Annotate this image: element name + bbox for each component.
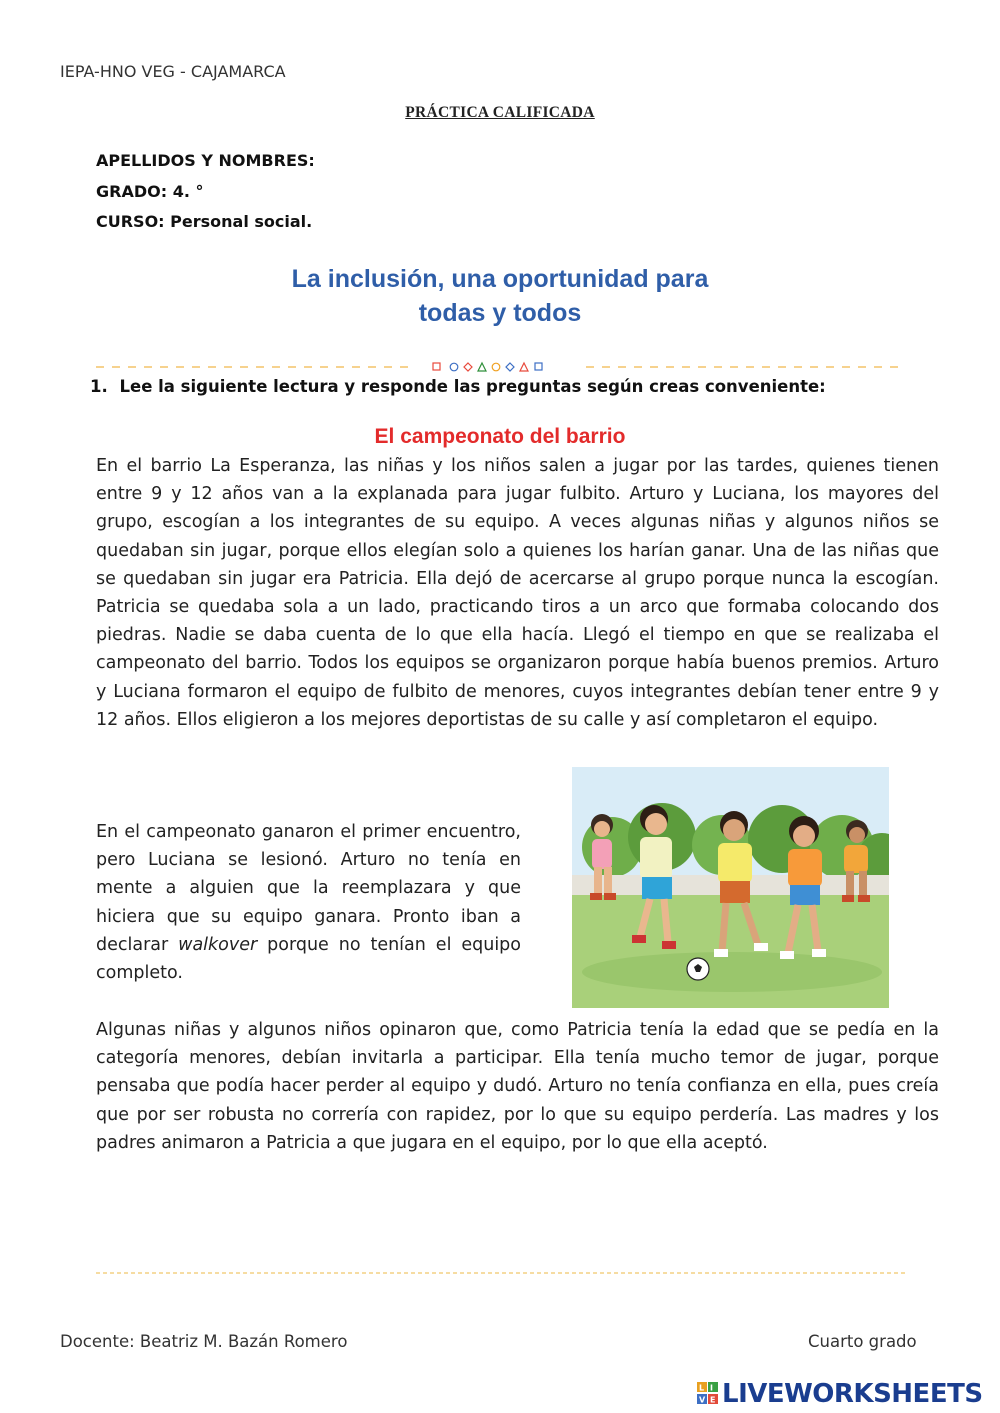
story-paragraph-2 <box>96 818 521 987</box>
decorative-divider <box>96 360 906 374</box>
school-name: IEPA-HNO VEG - CAJAMARCA <box>60 62 286 81</box>
logo-letter-v: V <box>699 1395 706 1405</box>
logo-letter-l: L <box>699 1383 705 1393</box>
walkover-term: walkover <box>178 934 258 955</box>
story-title: El campeonato del barrio <box>374 425 626 448</box>
worksheet-title-line1: La inclusión, una oportunidad para <box>291 265 709 293</box>
question-1 <box>90 377 826 396</box>
question-number: 1. <box>90 377 108 396</box>
soccer-ball-icon <box>687 958 709 980</box>
paragraph-2-text-a: En el campeonato ganaron el primer encuentro, pero Luciana se lesionó. Arturo no tenía en mente a alguien que la reemplazara y que hiciera que su equipo ganara. Pronto iban a declarar <box>96 822 521 955</box>
practice-title: PRÁCTICA CALIFICADA <box>405 104 595 121</box>
grade-field-label: GRADO: 4. ° <box>96 182 204 201</box>
children-playing-soccer-illustration <box>572 767 889 1008</box>
logo-letter-e: E <box>710 1395 716 1405</box>
paragraph-2-text-b: porque no tenían el equipo completo. <box>96 934 522 984</box>
story-paragraph-1: En el barrio La Esperanza, las niñas y los niños salen a jugar por las tardes, quienes tienen entre 9 y 12 años van a la explanada para jugar fulbito. Arturo y Luciana, los mayores del grupo, escogían a los integrantes de su equipo. A veces algunas niñas y algunos niños se quedaban sin jugar, porque ellos elegían solo a quienes los harían ganar. Una de las niñas que se quedaban sin jugar era Patricia. Ella dejó de acercarse al grupo porque nunca la escogían. Patricia se quedaba sola a un lado, practicando tiros a un arco que formaba colocando dos piedras. Nadie se daba cuenta de lo que ella hacía. Llegó el tiempo en que se realizaba el campeonato del barrio. Todos los equipos se organizaron porque había buenos premios. Arturo y Luciana formaron el equipo de fulbito de menores, cuyos integrantes debían tener entre 9 y 12 años. Ellos eligieron a los mejores deportistas de su calle y así completaron el equipo. <box>96 456 939 730</box>
liveworksheets-wordmark: LIVEWORKSHEETS <box>722 1379 983 1409</box>
course-field-label: CURSO: Personal social. <box>96 212 313 231</box>
liveworksheets-badge-icon <box>697 1382 719 1406</box>
footer-divider <box>96 1271 906 1275</box>
teacher-name: Docente: Beatriz M. Bazán Romero <box>60 1332 348 1351</box>
shapes-ornament-icon <box>433 363 542 371</box>
worksheet-title-line2: todas y todos <box>418 299 582 327</box>
question-text: Lee la siguiente lectura y responde las preguntas según creas conveniente: <box>119 377 826 396</box>
names-field-label: APELLIDOS Y NOMBRES: <box>96 151 315 170</box>
story-paragraph-3: Algunas niñas y algunos niños opinaron que, como Patricia tenía la edad que se pedía en la categoría menores, debían invitarla a participar. Ella tenía mucho temor de jugar, porque pensaba que podía hacer perder al equipo y dudó. Arturo no tenía confianza en ella, pues creía que por ser robusta no correría con rapidez, por lo que su equipo perdería. Las madres y los padres animaron a Patricia a que jugara en el equipo, por lo que ella aceptó. <box>96 1020 939 1153</box>
liveworksheets-logo[interactable] <box>697 1378 997 1410</box>
worksheet-title <box>0 262 1000 330</box>
grade-label: Cuarto grado <box>808 1332 917 1351</box>
logo-letter-i: I <box>710 1383 713 1393</box>
